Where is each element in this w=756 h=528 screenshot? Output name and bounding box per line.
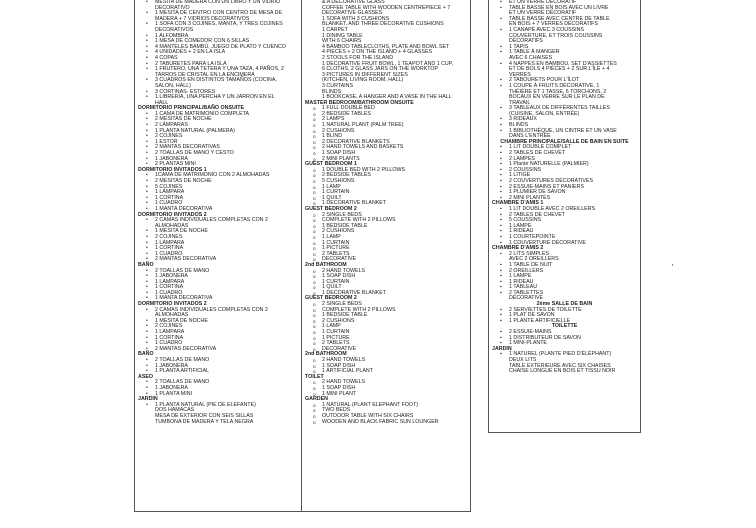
spanish-inventory-column: [134, 0, 302, 512]
inventory-item: o 2 HAND TOWELS: [302, 269, 470, 275]
section-heading: DORMITORIO PRINCIPAL/BAÑO ONSUITE: [138, 105, 245, 112]
inventory-item: • 1 CAMA DE MATRIMONIO COMPLETA: [135, 112, 301, 118]
french-inventory-column: [488, 0, 641, 433]
inventory-item: o 1 DECORATIVE BLANKET: [302, 291, 470, 297]
inventory-item: • 2 TOALLAS DE MANO: [135, 358, 301, 364]
inventory-item: • 4 UNIDADES + 2 EN LA ISLA: [135, 50, 301, 56]
inventory-item: o 1 LAMP: [302, 235, 470, 241]
inventory-item: ▪ 2 MINI PLANTES: [489, 196, 640, 202]
inventory-item: • 2 TOALLAS DE MANO: [135, 380, 301, 386]
inventory-item: COFFEE TABLE WITH WOODEN CENTREPIECE + 7 DECORATIVE GLASSES: [322, 4, 451, 17]
inventory-item: 3 PICTURES IN DIFFERENT SIZES (KITCHEN, LIVING ROOM, HALL): [322, 71, 408, 84]
inventory-item: o 1 SOAP DISH: [302, 364, 470, 370]
inventory-item: • 1CAMA DE MATRIMONIO CON 2 ALMOHADAS: [135, 173, 301, 179]
inventory-item: 1 DINING TABLE WITH 6 CHAIRS: [322, 32, 363, 45]
inventory-item: • 1 CUADRO: [135, 291, 301, 297]
inventory-item: o 1 CURTAIN: [302, 190, 470, 196]
inventory-item: • 1 MANTA DECORATIVA: [135, 296, 301, 302]
inventory-item: TUMBONA DE MADERA Y TELA NEGRA: [155, 418, 254, 425]
inventory-item: o 1 BEDSIDE TABLE: [302, 313, 470, 319]
inventory-item: ▪ 5 COUSSINS: [489, 218, 640, 224]
inventory-item: ▪ 1 LITIGE: [489, 173, 640, 179]
inventory-item: • 1 CORTINA: [135, 336, 301, 342]
inventory-item: o 2 TABLETS: [302, 341, 470, 347]
inventory-item: & A DECORATIVE GLASS: [322, 0, 385, 5]
inventory-item: ▪ 1 PLANTE ARTIFICIELLE: [489, 319, 640, 325]
inventory-item: • 2 TOALLAS DE MANO: [135, 269, 301, 275]
section-heading: GARDEN: [305, 396, 328, 403]
inventory-item: • 1 PLANTA MINI: [135, 392, 301, 398]
inventory-item: MESA DE EXTERIOR CON SEIS SILLAS: [155, 412, 254, 419]
inventory-item: ▪ 2 ESSUIE-MAINS: [489, 330, 640, 336]
inventory-item: ▪ 1 TAPIS: [489, 45, 640, 51]
inventory-item: o 1 LAMP: [302, 185, 470, 191]
inventory-item: ▪ BLINDS: [489, 123, 640, 129]
inventory-item: o 2 HAND TOWELS: [302, 358, 470, 364]
inventory-item: ▪ 4 NAPPES EN BAMBOU, SET D'ASSIETTES ET DE BOLS 4 PIÈCES + 2 SUR L'ÎLE + 4 VERRES: [489, 62, 640, 79]
inventory-item: o 1 SOAP DISH: [302, 151, 470, 157]
inventory-item: ▪ 2 COUSSINS: [489, 168, 640, 174]
inventory-item: o 1 DECORATIVE BLANKET: [302, 201, 470, 207]
inventory-item: • 2 MANTAS DECORATIVA: [135, 347, 301, 353]
inventory-item: • 1 CORTINA: [135, 196, 301, 202]
inventory-item: o DECORATIVE: [302, 257, 470, 263]
inventory-item: o 2 BEDSIDE TABLES: [302, 173, 470, 179]
inventory-item: o 1 QUILT: [302, 196, 470, 202]
inventory-item: • 1 JABONERA: [135, 274, 301, 280]
inventory-item: • 1 ALFOMBRA: [135, 34, 301, 40]
inventory-item: ▪ 1 CANAPÉ AVEC 3 COUSSINS COUVERTURE, ET TROIS COUSSINS DÉCORATIFS: [489, 28, 640, 45]
inventory-item: ▪ 1 TABLE À MANGER AVEC 6 CHAISES: [489, 50, 640, 61]
section-heading: DORMITORIO INVITADOS 2: [138, 301, 207, 308]
inventory-item: • 2 MESITAS DE NOCHE: [135, 117, 301, 123]
inventory-item: o 1 FULL DOUBLE BED: [302, 106, 470, 112]
inventory-item: ▪ 2 LAMPES: [489, 157, 640, 163]
inventory-item: ▪ 2 ESSUIE-MAINS ET PANIERS: [489, 185, 640, 191]
inventory-item: o 2 SINGLE BEDS: [302, 302, 470, 308]
inventory-item: ▪ 3 TABLEAUX DE DIFFÉRENTES TAILLES (CUISINE, SALON, ENTRÉE): [489, 106, 640, 117]
inventory-item: ▪ 1 TABLE DE NUIT: [489, 263, 640, 269]
inventory-item: o 1 SOAP DISH: [302, 386, 470, 392]
inventory-item: ▪ 1 COUPE À FRUITS DÉCORATIVE, 1 THÉIÈRE ET 1 TASSE, 6 TORCHONS, 2 BOCAUX EN VERRE SUR LE PLAN DE TRAVAIL: [489, 84, 640, 106]
inventory-item: o 1 DOUBLE BED WITH 2 PILLOWS: [302, 168, 470, 174]
inventory-item: ▪ 2 TABLETTES: [489, 291, 640, 297]
inventory-item: o 1 BLIND: [302, 134, 470, 140]
inventory-item: 4 BAMBOO TABLECLOTHS, PLATE AND BOWL SET: [322, 43, 450, 50]
inventory-item: ▪ 1 RIDEAU: [489, 229, 640, 235]
stray-mark: [672, 264, 673, 266]
inventory-item: ▪ 2 OREILLERS: [489, 269, 640, 275]
section-heading: GUEST BEDROOM 2: [305, 205, 357, 212]
section-heading: GUEST BEDROOM 2: [305, 295, 357, 302]
section-heading: CHAMBRE PRINCIPALE/SALLE DE BAIN EN SUITE: [500, 138, 629, 145]
section-heading: TOILET: [305, 373, 324, 380]
inventory-item: DEUX LITS: [509, 357, 537, 363]
inventory-item: • 1 MESITA DE NOCHE: [135, 319, 301, 325]
inventory-item: o 2 CUSHIONS: [302, 129, 470, 135]
inventory-item: • 1 LIBRERÍA, UNA PERCHA Y UN JARRON EN EL HALL: [135, 95, 301, 106]
inventory-item: DÉCORATIVE: [509, 295, 544, 302]
inventory-item: 1 DECORATIVE FRUIT BOWL, 1 TEAPOT AND 1 CUP,: [322, 60, 454, 67]
inventory-item: ▪ 2 TABLES DE CHEVET: [489, 213, 640, 219]
inventory-item: ▪ 1 MINI-PLANTE: [489, 341, 640, 347]
inventory-item: AVEC 2 OREILLERS: [509, 256, 559, 263]
inventory-item: • 1 MESA DE COMEDOR CON 6 SILLAS: [135, 39, 301, 45]
inventory-item: o 1 ARTIFICIAL PLANT: [302, 369, 470, 375]
inventory-item: • 1 MANTA DECORATIVA: [135, 207, 301, 213]
inventory-item: • 1 LÁMPARA: [135, 241, 301, 247]
inventory-item: CHAISE LONGUE EN BOIS ET TISSU NOIR: [509, 368, 616, 375]
inventory-item: • 1 JABONERA: [135, 386, 301, 392]
inventory-item: o 1 BEDSIDE TABLE: [302, 224, 470, 230]
inventory-item: • 1 JABONERA: [135, 157, 301, 163]
inventory-item: 6 CLOTHS, 2 GLASS JARS ON THE WORKTOP: [322, 66, 439, 73]
inventory-item: o 1 QUILT: [302, 285, 470, 291]
inventory-item: o 2 CUSHIONS: [302, 229, 470, 235]
inventory-item: o 2 HAND TOWELS: [302, 380, 470, 386]
inventory-item: ▪ 1 TABLEAU: [489, 285, 640, 291]
inventory-item: ▪ 1 Plante NATURELLE (PALMIER): [489, 162, 640, 168]
inventory-item: • 3 CORTINAS- ESTORES: [135, 90, 301, 96]
inventory-item: • 1 MESITA DE CENTRO CON CENTRO DE MESA DE MADERA + 7 VIDRIOS DECORATIVOS: [135, 11, 301, 22]
inventory-item: 2 STOOLS FOR THE ISLAND: [322, 54, 394, 61]
inventory-item: 3 CURTAINS: [322, 82, 354, 89]
inventory-item: o 1 LAMP: [302, 324, 470, 330]
inventory-item: ▪ 1 NATUREL (PLANTE PIED D'ÉLÉPHANT): [489, 352, 640, 358]
inventory-item: o 2 CUSHIONS: [302, 319, 470, 325]
inventory-item: • 1 CUADRO: [135, 252, 301, 258]
inventory-item: o 2 MINI PLANTS: [302, 157, 470, 163]
inventory-item: ▪ 2 LITS SIMPLES: [489, 252, 640, 258]
inventory-item: • 2 MANTAS DECORATIVA: [135, 257, 301, 263]
inventory-item: • 1 LÁMPARA: [135, 330, 301, 336]
inventory-item: • 1 CUADRO: [135, 341, 301, 347]
inventory-item: o 1 NATURAL (PLANT ELEPHANT FOOT): [302, 403, 470, 409]
inventory-item: ▪ 1 BIBLIOTHÈQUE, UN CINTRE ET UN VASE DANS L'ENTRÉE: [489, 129, 640, 140]
inventory-item: ▪ 1 COURTEPOINTE: [489, 235, 640, 241]
section-heading: JARDIN: [138, 396, 158, 403]
inventory-item: TABLE EXTÉRIEURE AVEC SIX CHAISES: [509, 362, 611, 369]
inventory-item: ▪ ET UN VERRE DÉCORATIF: [489, 0, 640, 6]
inventory-item: ▪ 1 DISTRIBUTEUR DE SAVON: [489, 336, 640, 342]
inventory-item: • 1 PLANTA NATURAL (PALMERA): [135, 129, 301, 135]
section-heading: CHAMBRE D'AMIS 2: [492, 245, 544, 252]
inventory-item: • 4 MANTELES BAMBÚ, JUEGO DE PLATO Y CUENCO: [135, 45, 301, 51]
inventory-item: o 1 NATURAL PLANT (PALM TREE): [302, 123, 470, 129]
section-heading: DORMITORIO INVITADOS 1: [138, 166, 207, 173]
inventory-item: • 1 LÁMPARA: [135, 190, 301, 196]
section-heading: MASTER BEDROOM/BATHROOM ONSUITE: [305, 99, 414, 106]
section-heading: GUEST BEDROOM 1: [305, 161, 357, 168]
inventory-item: ▪ 2 TABLES DE CHEVET: [489, 151, 640, 157]
section-heading: JARDIN: [492, 345, 512, 352]
inventory-item: ▪ 1 COUVERTURE DÉCORATIVE: [489, 241, 640, 247]
inventory-item: • 2 CAMAS INDIVIDUALES COMPLETAS CON 2 ALMOHADAS: [135, 308, 301, 319]
section-heading: ASEO: [138, 373, 154, 380]
inventory-item: 4 PIECES + 2 ON THE ISLAND + 4 GLASSES: [322, 49, 433, 56]
inventory-item: • 1 PLANTA ARTIFICIAL: [135, 369, 301, 375]
inventory-item: ▪ TABLE BASSE EN BOIS AVEC UN LIVRE ET UN VERRE DÉCORATIF: [489, 6, 640, 17]
inventory-item: BLINDS: [322, 88, 342, 95]
inventory-item: • 1 LÁMPARA: [135, 280, 301, 286]
inventory-item: o 1 CURTAIN: [302, 241, 470, 247]
inventory-item: o 2 TABLETS: [302, 252, 470, 258]
inventory-item: o 1 SOAP DISH: [302, 274, 470, 280]
inventory-item: • 2 MANTAS DECORATIVAS: [135, 145, 301, 151]
english-inventory-column: [301, 0, 471, 512]
inventory-item: 1 CARPET: [322, 26, 348, 33]
inventory-item: ▪ 3 RIDEAUX: [489, 117, 640, 123]
inventory-item: • 1 CORTINA: [135, 246, 301, 252]
inventory-item: o 2 LAMPS: [302, 117, 470, 123]
inventory-item: o WOODEN AND BLACK FABRIC SUN LOUNGER: [302, 420, 470, 426]
inventory-item: ▪ 1 LIT DOUBLE AVEC 2 OREILLERS: [489, 207, 640, 213]
inventory-item: • 4 COPAS: [135, 56, 301, 62]
inventory-item: o 2 HAND TOWELS AND BASKETS: [302, 145, 470, 151]
section-heading: CHAMBRE D'AMIS 1: [492, 200, 544, 207]
spanish-inventory-list: [135, 0, 301, 425]
inventory-item: o 2 DECORATIVE BLANKETS: [302, 140, 470, 146]
section-heading: 2nd BATHROOM: [305, 351, 347, 358]
inventory-item: o OUTDOOR TABLE WITH SIX CHAIRS: [302, 414, 470, 420]
inventory-item: ▪ 2 SERVIETTES DE TOILETTE: [489, 308, 640, 314]
inventory-item: • 2 COJINES: [135, 235, 301, 241]
inventory-item: o 1 CURTAIN: [302, 280, 470, 286]
inventory-item: o DECORATIVE: [302, 347, 470, 353]
inventory-item: • 2 COJINES: [135, 134, 301, 140]
inventory-item: DOS HAMACAS: [155, 407, 195, 414]
inventory-item: o 2 BEDSIDE TABLES: [302, 112, 470, 118]
section-heading: BAÑO: [138, 261, 154, 268]
section-heading: 2nd BATHROOM: [305, 261, 347, 268]
inventory-item: 1 SOFA WITH 3 CUSHIONS BLANKET, AND THREE DECORATIVE CUSHIONS: [322, 15, 444, 28]
english-inventory-list: [302, 0, 470, 425]
inventory-item: • 1 SOFA CON 3 COJINES, MANTA, Y TRES COJINES DECORATIVOS: [135, 22, 301, 33]
inventory-item: • 2 LÁMPARAS: [135, 123, 301, 129]
inventory-item: ▪ TABLE BASSE AVEC CENTRE DE TABLE EN BOIS + 7 VERRES DÉCORATIFS: [489, 17, 640, 28]
inventory-item: • 2 TABURETES PARA LA ISLA: [135, 62, 301, 68]
inventory-item: • 2 CAMAS INDIVIDUALES COMPLETAS CON 2 ALMOHADAS: [135, 218, 301, 229]
inventory-item: • 2 MESITAS DE NOCHE: [135, 179, 301, 185]
inventory-item: • 1 ESTOR: [135, 140, 301, 146]
inventory-item: ▪ 1 PLAT DE SAVON: [489, 313, 640, 319]
inventory-item: 1 BOOKCASE, A HANGER AND A VASE IN THE HALL: [322, 94, 452, 101]
inventory-item: ▪ 1 LAMPE: [489, 224, 640, 230]
inventory-item: o 1 PICTURE: [302, 336, 470, 342]
inventory-item: o 1 MINI PLANT: [302, 392, 470, 398]
inventory-item: ▪ 1 LAMPE: [489, 274, 640, 280]
inventory-item: • MESITA DE MADERA CON UN LIBRO Y UN VIDRIO DECORATIVO: [135, 0, 301, 11]
inventory-item: o 5 CUSHIONS: [302, 179, 470, 185]
inventory-item: o 1 PICTURE: [302, 246, 470, 252]
inventory-item: • 1 JABONERA: [135, 364, 301, 370]
inventory-item: ▪ 1 RIDEAU: [489, 280, 640, 286]
inventory-item: • 1 CUADRO: [135, 201, 301, 207]
inventory-item: ▪ 1 LIT DOUBLE COMPLET: [489, 145, 640, 151]
section-heading: BAÑO: [138, 351, 154, 358]
inventory-item: • 2 TOALLAS DE MANO Y CESTO: [135, 151, 301, 157]
inventory-item: o 1 CURTAIN: [302, 330, 470, 336]
inventory-item: o COMPLETE WITH 2 PILLOWS: [302, 218, 470, 224]
inventory-item: • 1 PLANTA NATURAL (PIE DE ELEFANTE): [135, 403, 301, 409]
inventory-item: • 2 COJINES: [135, 324, 301, 330]
inventory-item: • 1 MESITA DE NOCHE: [135, 229, 301, 235]
inventory-item: ▪ 2 COUVERTURES DÉCORATIVES: [489, 179, 640, 185]
section-heading: TOILETTE: [551, 323, 578, 330]
inventory-item: ▪ 2 TABOURETS POUR L'ÎLOT: [489, 78, 640, 84]
inventory-item: • 1 CORTINA: [135, 285, 301, 291]
inventory-item: o COMPLETE WITH 2 PILLOWS: [302, 308, 470, 314]
section-heading: DORMITORIO INVITADOS 2: [138, 211, 207, 218]
inventory-item: ▪ 1 PLUMIER DE SAVON: [489, 190, 640, 196]
inventory-item: • 2 PLANTAS MINI: [135, 162, 301, 168]
section-heading: 2ème SALLE DE BAIN: [536, 301, 593, 308]
inventory-item: • 1 FRUTERO, UNA TETERA Y UNA TAZA, 4 PAÑOS, 2 TARROS DE CRISTAL EN LA ENCIMERA: [135, 67, 301, 78]
inventory-item: o TWO BEDS: [302, 408, 470, 414]
inventory-item: • 5 COJINES: [135, 185, 301, 191]
french-inventory-list: [489, 0, 640, 375]
inventory-item: • 3 CUADROS EN DISTINTOS TAMAÑOS (COCINA, SALON, HALL): [135, 78, 301, 89]
inventory-item: o 2 SINGLE BEDS: [302, 213, 470, 219]
